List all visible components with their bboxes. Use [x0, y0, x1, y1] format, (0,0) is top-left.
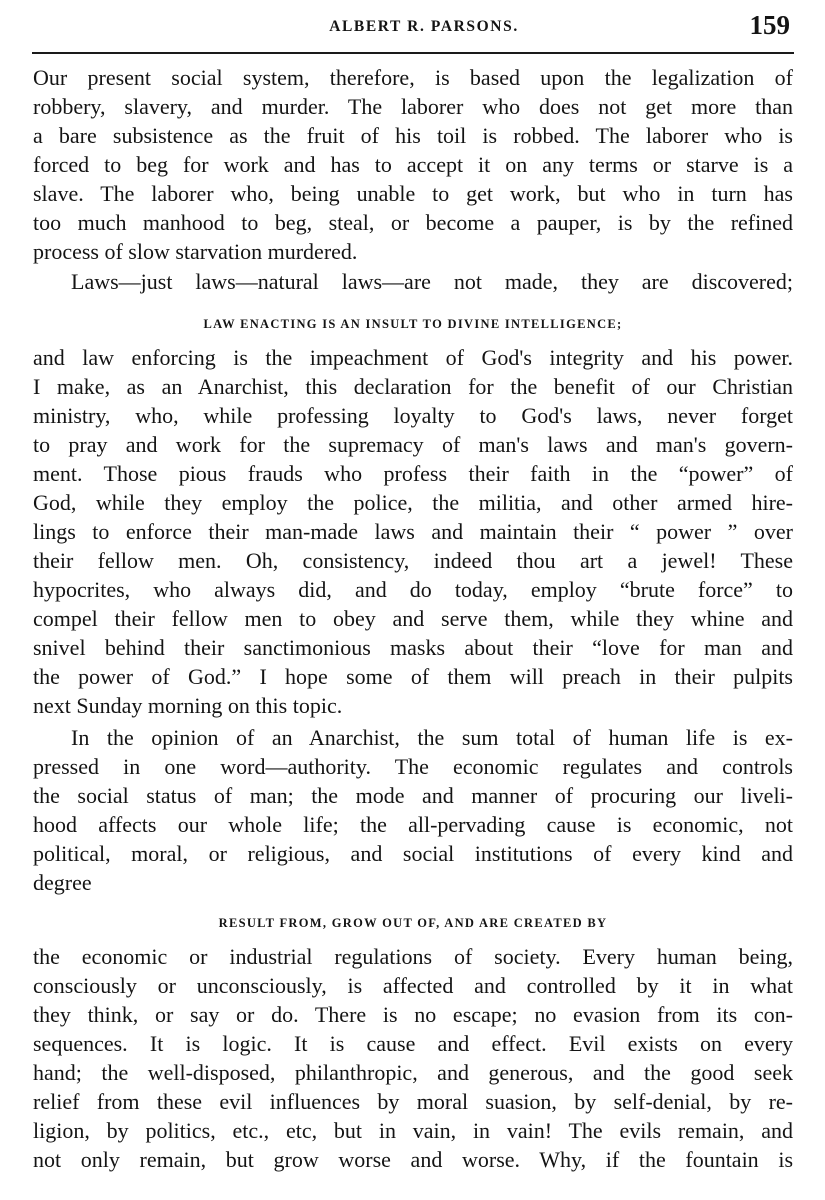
text-line: snivel behind their sanctimonious masks about their “love for man and — [33, 635, 793, 660]
running-head — [32, 8, 794, 46]
text-line: they think, or say or do. There is no escape; no evasion from its con- — [33, 1002, 793, 1027]
text-line: and law enforcing is the impeachment of God's integrity and his power. — [33, 345, 793, 370]
text-line: relief from these evil influences by moral suasion, by self-denial, by re- — [33, 1089, 793, 1114]
text-line: God, while they employ the police, the militia, and other armed hire- — [33, 490, 793, 515]
text-line: hood affects our whole life; the all-pervading cause is economic, not — [33, 812, 793, 837]
header-rule — [32, 52, 794, 54]
text-line: sequences. It is logic. It is cause and effect. Evil exists on every — [33, 1031, 793, 1056]
text-line: process of slow starvation murdered. — [33, 239, 358, 264]
page-number: 159 — [749, 10, 790, 40]
small-caps-heading: LAW ENACTING IS AN INSULT TO DIVINE INTELLIGENCE; — [203, 317, 623, 331]
text-line: Laws—just laws—natural laws—are not made, they are discovered; — [71, 269, 793, 294]
text-line: In the opinion of an Anarchist, the sum total of human life is ex- — [71, 725, 793, 750]
text-line: ministry, who, while professing loyalty to God's laws, never forget — [33, 403, 793, 428]
text-line: Our present social system, therefore, is based upon the legalization of — [33, 65, 793, 90]
text-line: hypocrites, who always did, and do today, employ “brute force” to — [33, 577, 793, 602]
text-line: hand; the well-disposed, philanthropic, and generous, and the good seek — [33, 1060, 793, 1085]
text-line: lings to enforce their man-made laws and maintain their “ power ” over — [33, 519, 793, 544]
text-line: robbery, slavery, and murder. The laborer who does not get more than — [33, 94, 793, 119]
text-line: ment. Those pious frauds who profess their faith in the “power” of — [33, 461, 793, 486]
text-line: compel their fellow men to obey and serve them, while they whine and — [33, 606, 793, 631]
text-line: political, moral, or religious, and social institutions of every kind and — [33, 841, 793, 866]
text-line: I make, as an Anarchist, this declaration for the benefit of our Christian — [33, 374, 793, 399]
running-head-title: ALBERT R. PARSONS. — [329, 18, 519, 35]
text-line: next Sunday morning on this topic. — [33, 693, 343, 718]
text-line: too much manhood to beg, steal, or become a pauper, is by the refined — [33, 210, 793, 235]
text-line: ligion, by politics, etc., etc, but in vain, in vain! The evils remain, and — [33, 1118, 793, 1143]
text-line: not only remain, but grow worse and worse. Why, if the fountain is — [33, 1147, 793, 1172]
text-line: the social status of man; the mode and manner of procuring our liveli- — [33, 783, 793, 808]
text-line: degree — [33, 870, 92, 895]
text-line: their fellow men. Oh, consistency, indeed thou art a jewel! These — [33, 548, 793, 573]
text-line: forced to beg for work and has to accept it on any terms or starve is a — [33, 152, 793, 177]
text-line: to pray and work for the supremacy of man's laws and man's govern- — [33, 432, 793, 457]
text-line: consciously or unconsciously, is affected and controlled by it in what — [33, 973, 793, 998]
text-line: the power of God.” I hope some of them will preach in their pulpits — [33, 664, 793, 689]
text-line: the economic or industrial regulations of society. Every human being, — [33, 944, 793, 969]
small-caps-heading: RESULT FROM, GROW OUT OF, AND ARE CREATED BY — [218, 916, 608, 930]
text-line: pressed in one word—authority. The economic regulates and controls — [33, 754, 793, 779]
text-line: slave. The laborer who, being unable to get work, but who in turn has — [33, 181, 793, 206]
text-line: a bare subsistence as the fruit of his toil is robbed. The laborer who is — [33, 123, 793, 148]
